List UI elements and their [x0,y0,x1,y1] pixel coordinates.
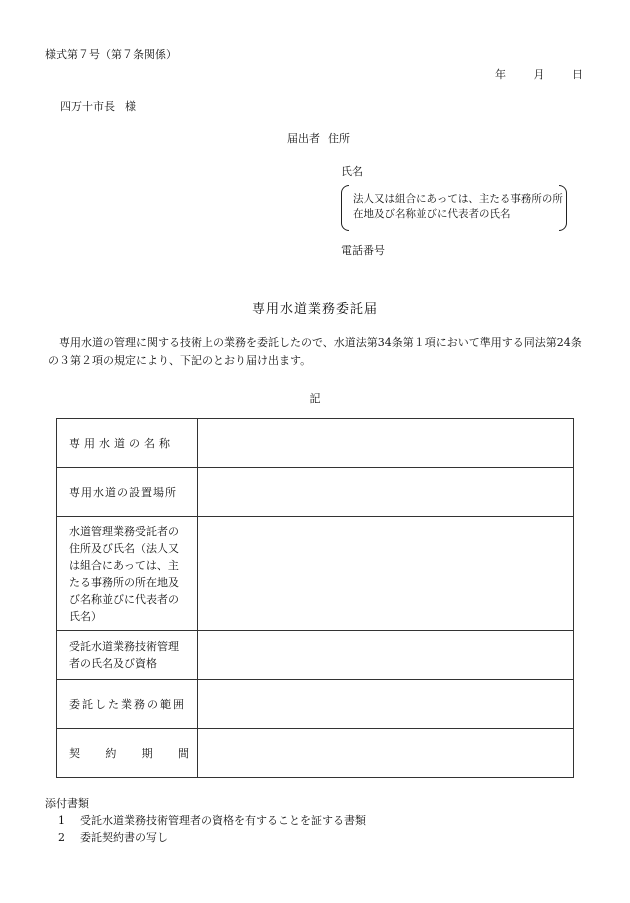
value-water-name[interactable] [198,419,574,468]
value-location[interactable] [198,468,574,517]
document-title: 専用水道業務委託届 [251,302,378,317]
table-row [57,419,574,468]
label-location: 専用水道の設置場所 [69,485,177,499]
value-manager[interactable] [198,631,574,680]
value-scope[interactable] [198,680,574,729]
row-label [57,680,198,729]
table-row [57,631,574,680]
label-contractor: 水道管理業務受託者の住所及び氏名（法人又は組合にあっては、主たる事務所の所在地及び名称並びに代表者の氏名） [69,524,179,623]
bracket-right [559,185,567,231]
label-char: 間 [177,746,189,760]
body-text: 専用水道の管理に関する技術上の業務を委託したので、水道法第34条第１項において準用する同法第24条の３第２項の規定により、下記のとおり届け出ます。 [48,336,582,367]
attachment-number: 2 [58,831,65,844]
label-char: 契 [69,746,80,760]
row-label [57,419,198,468]
attachment-item [58,829,168,845]
addressee-honorific: 様 [125,100,136,113]
attachments-title: 添付書類 [45,797,89,810]
row-label [57,517,198,631]
attachment-text: 受託水道業務技術管理者の資格を有することを証する書類 [80,814,366,827]
addressee [60,98,136,114]
value-contractor[interactable] [198,517,574,631]
applicant-address-line [287,130,350,146]
form-number: 様式第７号（第７条関係） [45,48,177,61]
row-label [57,631,198,680]
corporate-note-text: 法人又は組合にあっては、主たる事務所の所在地及び名称並びに代表者の氏名 [353,193,563,220]
addressee-name: 四万十市長 [60,100,115,113]
attachment-text: 委託契約書の写し [80,831,168,844]
ki-heading: 記 [309,392,321,405]
date-month: 月 [533,68,545,81]
name-label: 氏名 [341,165,363,178]
table-row [57,680,574,729]
value-contract-period[interactable] [198,729,574,778]
attachment-item [58,812,366,828]
row-label [57,468,198,517]
label-char: 約 [105,746,117,760]
label-manager: 受託水道業務技術管理者の氏名及び資格 [69,640,179,670]
bracket-left [341,185,349,231]
label-char: 期 [141,746,153,760]
phone-label: 電話番号 [341,244,385,257]
address-label: 住所 [328,132,350,145]
date-year: 年 [495,68,506,81]
date-day: 日 [572,68,583,81]
attachment-number: 1 [58,814,65,827]
table-row [57,468,574,517]
details-table [56,418,574,778]
corporate-note [341,185,567,231]
label-water-name: 専用水道の名称 [69,436,174,450]
date-line [471,66,583,82]
table-row [57,729,574,778]
table-row [57,517,574,631]
applicant-label: 届出者 [287,132,320,145]
label-contract-period [69,745,189,762]
row-label [57,729,198,778]
label-scope: 委託した業務の範囲 [69,697,186,711]
